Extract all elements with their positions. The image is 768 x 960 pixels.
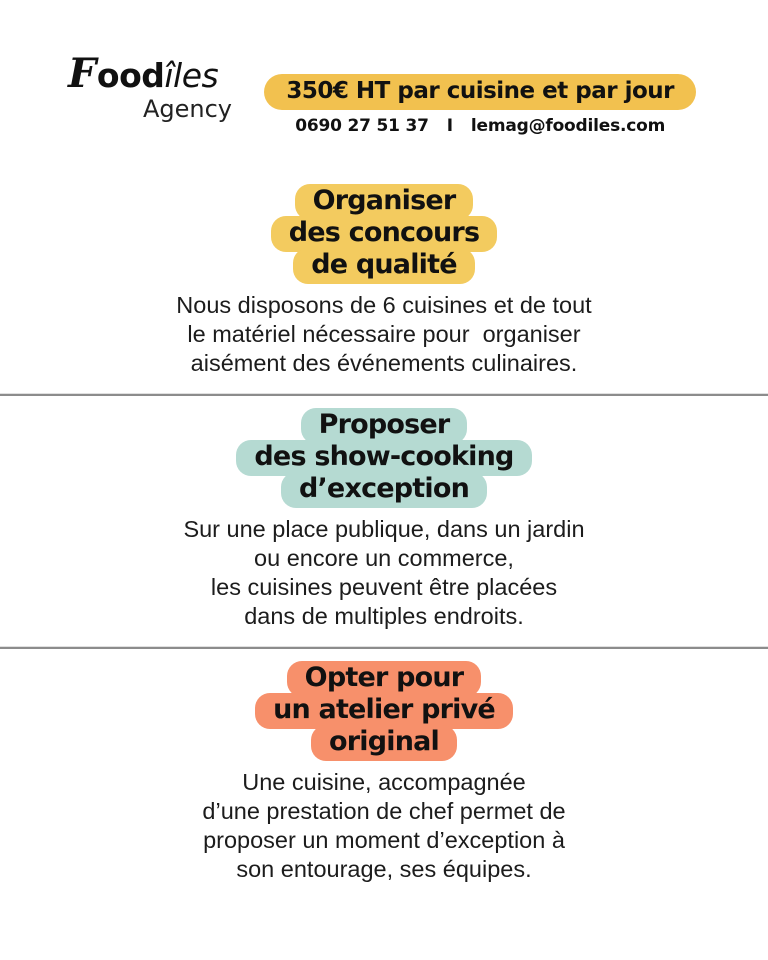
title-line: des concours	[271, 216, 497, 252]
contact-line	[264, 116, 696, 136]
body-line: Une cuisine, accompagnée	[242, 769, 526, 795]
section-atelier-prive-title	[0, 661, 768, 761]
price-badge: 350€ HT par cuisine et par jour	[264, 74, 696, 110]
body-line: d’une prestation de chef permet de	[202, 798, 566, 824]
title-line: des show-cooking	[236, 440, 531, 476]
title-line: Proposer	[301, 408, 468, 444]
logo-initial: F	[68, 50, 96, 97]
body-line: le matériel nécessaire pour organiser	[187, 321, 581, 347]
contact-separator: I	[446, 116, 453, 136]
body-line: ou encore un commerce,	[254, 545, 514, 571]
phone-number: 0690 27 51 37	[295, 116, 429, 136]
title-line: Opter pour	[287, 661, 482, 697]
section-concours	[0, 184, 768, 378]
foodiles-logo	[68, 50, 238, 123]
body-line: Nous disposons de 6 cuisines et de tout	[176, 292, 592, 318]
title-line: Organiser	[295, 184, 474, 220]
section-show-cooking	[0, 408, 768, 631]
header-right	[264, 50, 696, 136]
section-divider	[0, 394, 768, 396]
section-divider	[0, 647, 768, 649]
body-line: proposer un moment d’exception à	[203, 827, 565, 853]
title-line: de qualité	[293, 248, 475, 284]
section-show-cooking-body	[0, 515, 768, 631]
title-line: un atelier privé	[255, 693, 513, 729]
logo-subtitle: Agency	[142, 95, 232, 123]
section-atelier-prive-body	[0, 768, 768, 884]
logo-wordmark	[68, 50, 238, 97]
body-line: dans de multiples endroits.	[244, 603, 524, 629]
header	[0, 0, 768, 136]
body-line: aisément des événements culinaires.	[190, 350, 578, 376]
body-line: son entourage, ses équipes.	[236, 856, 532, 882]
email-address: lemag@foodiles.com	[470, 116, 666, 136]
logo-italic-part: îles	[164, 56, 219, 95]
section-concours-body	[0, 291, 768, 378]
title-line: d’exception	[281, 472, 487, 508]
section-concours-title	[0, 184, 768, 284]
body-line: Sur une place publique, dans un jardin	[183, 516, 585, 542]
section-show-cooking-title	[0, 408, 768, 508]
title-line: original	[311, 725, 457, 761]
section-atelier-prive	[0, 661, 768, 884]
logo-bold-part: ood	[96, 56, 165, 95]
body-line: les cuisines peuvent être placées	[210, 574, 558, 600]
